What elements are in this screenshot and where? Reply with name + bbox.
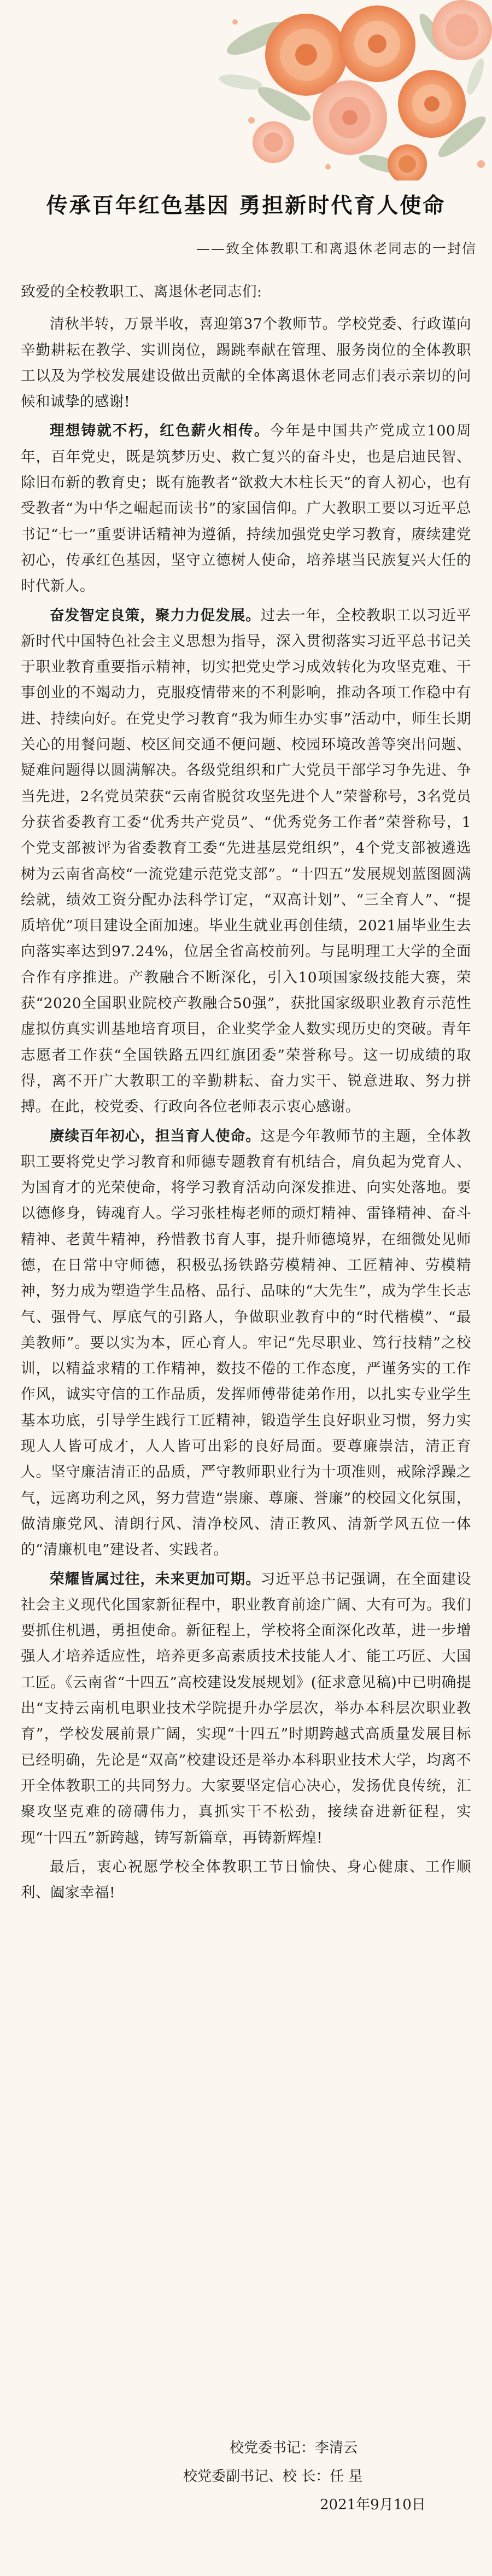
paragraph-2-lead: 理想铸就不朽，红色薪火相传。 xyxy=(50,422,270,440)
paragraph-3 xyxy=(21,603,471,1120)
paragraph-3-text: 过去一年，全校教职工以习近平新时代中国特色社会主义思想为指导，深入贯彻落实习近平总书记关于职业教育重要指示精神，切实把党史学习成效转化为攻坚克难、干事创业的不竭动力，克服疫情带来的不利影响，推动各项工作稳中有进、持续向好。在党史学习教育“我为师生办实事”活动中，师生长期关心的用餐问题、校区间交通不便问题、校园环境改善等突出问题、疑难问题得以圆满解决。各级党组织和广大党员干部学习争先进、争当先进，2名党员荣获“云南省脱贫攻坚先进个人”荣誉称号，3名党员分获省委教育工委“优秀共产党员”、“优秀党务工作者”荣誉称号，1个党支部被评为省委教育工委“先进基层党组织”，4个党支部被遴选树为云南省高校“一流党建示范党支部”。“十四五”发展规划蓝图圆满绘就，绩效工资分配办法科学订定，“双高计划”、“三全育人”、“提质培优”项目建设全面加速。毕业生就业再创佳绩，2021届毕业生去向落实率达到97.24%，位居全省高校前列。与昆明理工大学的全面合作有序推进。产教融合不断深化，引入10项国家级技能大赛，荣获“2020全国职业院校产教融合50强”，获批国家级职业教育示范性虚拟仿真实训基地培育项目，企业奖学金人数实现历史的突破。青年志愿者工作获“全国铁路五四红旗团委”荣誉称号。这一切成绩的取得，离不开广大教职工的辛勤耕耘、奋力实干、锐意进取、努力拼搏。在此，校党委、行政向各位老师表示衷心感谢。 xyxy=(21,607,472,1116)
signature-date: 2021年9月10日 xyxy=(320,2497,426,2513)
paragraph-5-text: 习近平总书记强调，在全面建设社会主义现代化国家新征程中，职业教育前途广阔、大有可为。我们要抓住机遇，勇担使命。新征程上，学校将全面深化改革，进一步增强人才培养适应性，培养更多高素质技术技能人才、能工巧匠、大国工匠。《云南省“十四五”高校建设发展规划》(征求意见稿)中已明确提出“支持云南机电职业技术学院提升办学层次，举办本科层次职业教育”，学校发展前景广阔，实现“十四五”时期跨越式高质量发展目标已经明确，先论是“双高”校建设还是举办本科职业技术大学，均离不开全体教职工的共同努力。大家要坚定信心决心，发扬优良传统，汇聚攻坚克难的磅礴伟力，真抓实干不松劲，接续奋进新征程，实现“十四五”新跨越，铸写新篇章，再铸新辉煌! xyxy=(21,1570,472,1846)
paragraph-5-lead: 荣耀皆属过往，未来更加可期。 xyxy=(50,1570,261,1588)
paragraph-6 xyxy=(21,1854,471,1906)
paragraph-1-text: 清秋半转，万景半收，喜迎第37个教师节。学校党委、行政谨向辛勤耕耘在教学、实训岗位，踢跳奉献在管理、服务岗位的全体教职工以及为学校发展建设做出贡献的全体离退休老同志们表示亲切的问候和诚挚的感谢! xyxy=(21,316,471,411)
paragraph-2 xyxy=(21,418,471,599)
paragraph-1 xyxy=(21,311,471,415)
letter-subtitle: ——致全体教职工和离退休老同志的一封信 xyxy=(196,241,477,257)
paragraph-4-lead: 赓续百年初心，担当育人使命。 xyxy=(50,1127,261,1145)
letter-title: 传承百年红色基因 勇担新时代育人使命 xyxy=(46,193,446,218)
paragraph-5 xyxy=(21,1566,471,1851)
paragraph-3-lead: 奋发智定良策，聚力力促发展。 xyxy=(50,607,261,624)
signature-secretary: 校党委书记：李清云 xyxy=(230,2440,358,2456)
letter-greeting: 致爱的全校教职工、离退休老同志们: xyxy=(21,283,262,300)
signature-president: 校党委副书记、校 长：任 星 xyxy=(183,2468,363,2485)
floral-header-decoration xyxy=(0,0,492,180)
paragraph-2-text: 今年是中国共产党成立100周年，百年党史，既是筑梦历史、救亡复兴的奋斗史，也是启迪民智、除旧布新的教育史；既有施教者“欲救大木柱长天”的育人初心，也有受教者“为中华之崛起而读书”的家国信仰。广大教职工要以习近平总书记“七一”重要讲话精神为遵循，持续加强党史学习教育，赓续建党初心，传承红色基因，坚守立德树人使命，培养堪当民族复兴大任的时代新人。 xyxy=(21,422,471,595)
paragraph-6-text: 最后，衷心祝愿学校全体教职工节日愉快、身心健康、工作顺利、阖家幸福! xyxy=(21,1858,471,1902)
paragraph-4 xyxy=(21,1123,471,1563)
paragraph-4-text: 这是今年教师节的主题，全体教职工要将党史学习教育和师德专题教育有机结合，肩负起为党育人、为国育才的光荣使命，将学习教育活动向深发推进、向实处落地。要以德修身，铸魂育人。学习张桂梅老师的顽灯精神、雷锋精神、奋斗精神、老黄牛精神，矜惜教书育人事，提升师德境界，在细微处见师德，在日常中守师德，积极弘扬铁路劳模精神、工匠精神、劳模精神，努力成为塑造学生品格、品行、品味的“大先生”，成为学生长志气、强骨气、厚底气的引路人，争做职业教育中的“时代楷模”、“最美教师”。要以实为本，匠心育人。牢记“先尽职业、笃行技精”之校训，以精益求精的工作精神，数技不倦的工作态度，严谨务实的工作作风，诚实守信的工作品质，发挥师傅带徒弟作用，以扎实专业学生基本功底，引导学生践行工匠精神，锻造学生良好职业习惯，努力实现人人皆可成才，人人皆可出彩的良好局面。要尊廉崇洁，清正育人。坚守廉洁清正的品质，严守教师职业行为十项准则，戒除浮躁之气，远离功利之风，努力营造“崇廉、尊廉、誉廉”的校园文化氛围，做清廉党风、清朗行风、清净校风、清正教风、清新学风五位一体的“清廉机电”建设者、实践者。 xyxy=(21,1127,472,1559)
letter-body xyxy=(21,279,471,1905)
